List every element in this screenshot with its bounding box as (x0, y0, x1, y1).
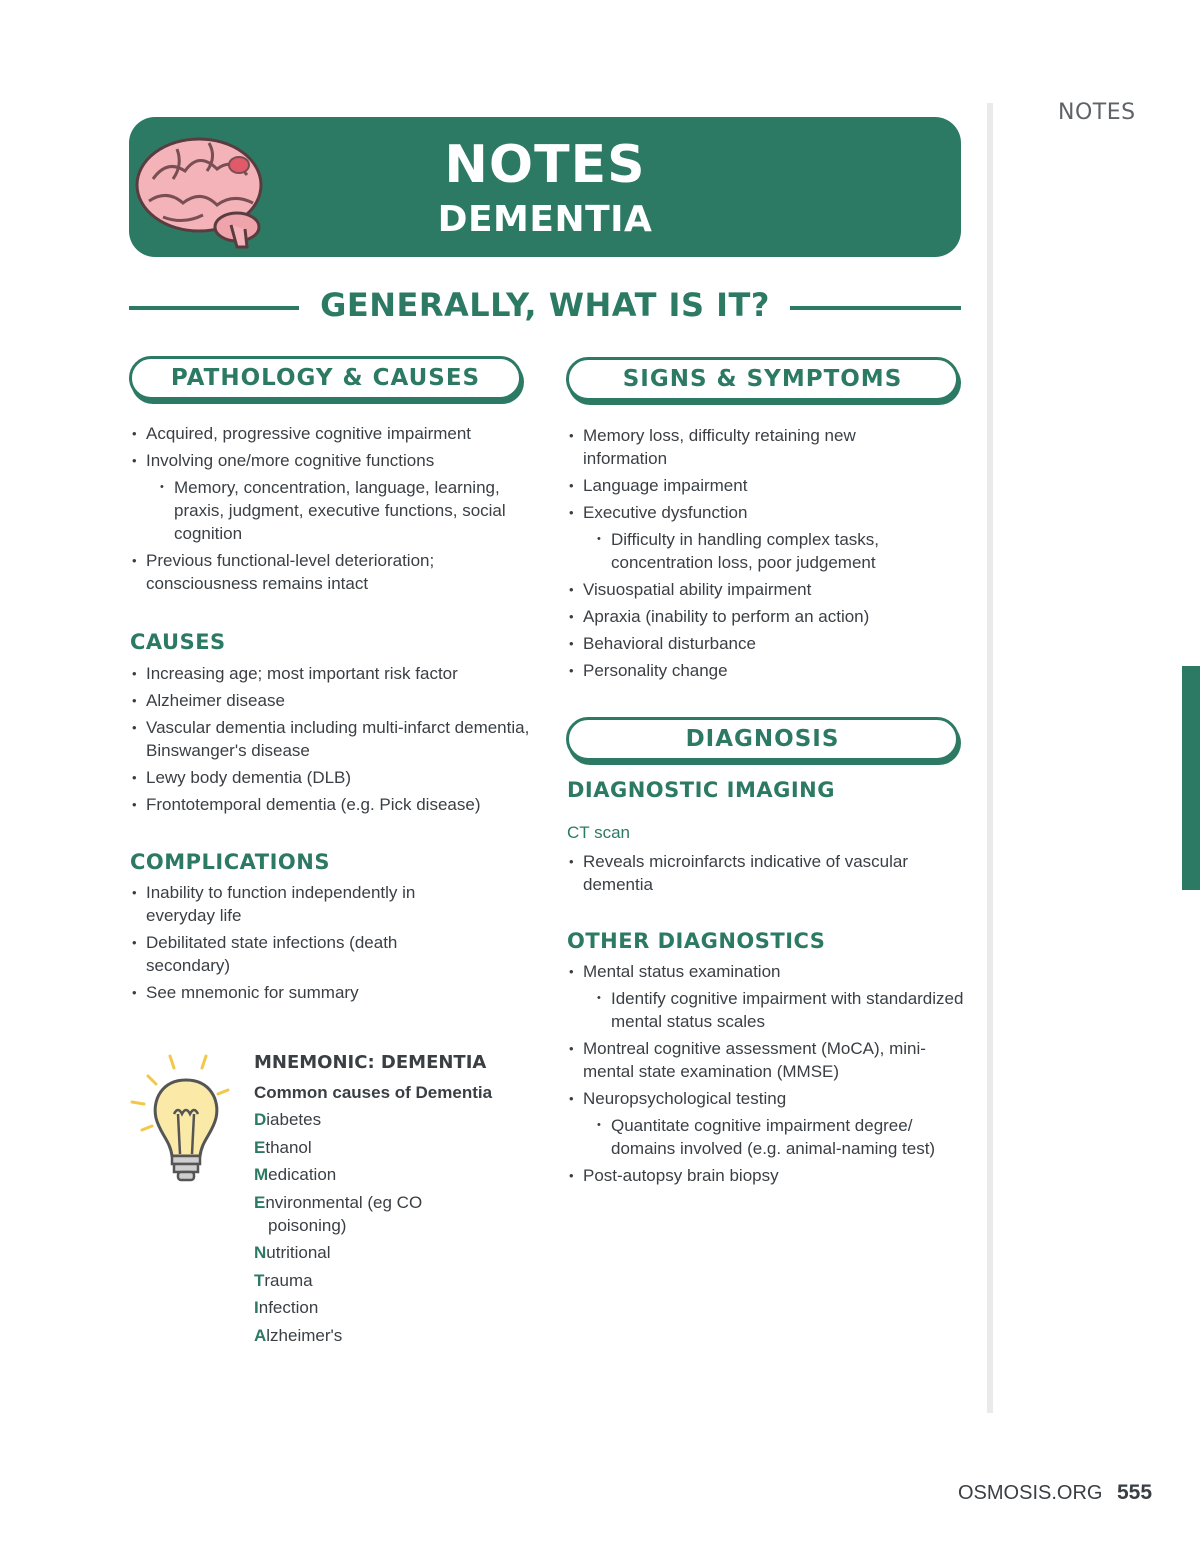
mnemonic-item (254, 1136, 422, 1159)
mnemonic-initial: M (254, 1165, 269, 1184)
list-subitem: • Quantitate cognitive impairment degree/ domains involved (e.g. animal-naming test) (567, 1114, 967, 1160)
mnemonic-text-cont: poisoning) (268, 1215, 347, 1235)
ct-scan-label: CT scan (567, 823, 630, 842)
mnemonic-text: iabetes (266, 1110, 322, 1129)
list-item: • See mnemonic for summary (130, 981, 470, 1004)
margin-divider (987, 103, 993, 1413)
signs-header: SIGNS & SYMPTOMS (566, 357, 959, 401)
list-item: • Inability to function independently in everyday life (130, 881, 470, 927)
list-item: • Acquired, progressive cognitive impairment (130, 422, 530, 445)
title-banner (129, 117, 961, 257)
mnemonic-item (254, 1269, 422, 1292)
mnemonic-text: nvironmental (eg CO (265, 1192, 423, 1212)
heading-rule-right (790, 306, 961, 310)
list-item: • Montreal cognitive assessment (MoCA), mini-mental state examination (MMSE) (567, 1037, 967, 1083)
banner-subtitle: DEMENTIA (437, 199, 653, 240)
margin-notes-label: NOTES (1058, 100, 1136, 125)
mnemonic-list (254, 1108, 422, 1351)
diagnosis-header: DIAGNOSIS (566, 717, 959, 761)
other-diagnostics-heading: OTHER DIAGNOSTICS (567, 929, 826, 953)
list-item: • Frontotemporal dementia (e.g. Pick disease) (130, 793, 530, 816)
list-item: • Neuropsychological testing (567, 1087, 967, 1110)
list-item: • Vascular dementia including multi-infarct dementia, Binswanger's disease (130, 716, 530, 762)
mnemonic-item (254, 1241, 422, 1264)
mnemonic-caption: Common causes of Dementia (254, 1083, 493, 1102)
section-heading: GENERALLY, WHAT IS IT? (320, 286, 770, 324)
mnemonic-initial: E (254, 1137, 266, 1157)
lightbulb-icon (128, 1050, 238, 1190)
list-item: • Involving one/more cognitive functions (130, 449, 530, 472)
list-item: • Increasing age; most important risk factor (130, 662, 530, 685)
mnemonic-text: nfection (258, 1298, 319, 1317)
list-item: • Visuospatial ability impairment (567, 578, 967, 601)
list-item: • Behavioral disturbance (567, 632, 967, 655)
heading-rule-left (129, 306, 299, 310)
mnemonic-text: edication (268, 1165, 337, 1184)
list-item: • Executive dysfunction (567, 501, 967, 524)
pathology-header: PATHOLOGY & CAUSES (129, 356, 522, 400)
signs-list (567, 424, 967, 686)
pathology-list (130, 422, 530, 599)
list-item: • Debilitated state infections (death secondary) (130, 931, 470, 977)
list-item: • Mental status examination (567, 960, 967, 983)
mnemonic-item (254, 1324, 422, 1347)
mnemonic-initial: D (254, 1110, 267, 1129)
mnemonic-initial: I (254, 1298, 259, 1317)
page-number: 555 (1117, 1481, 1153, 1504)
list-item: • Language impairment (567, 474, 967, 497)
list-item: • Lewy body dementia (DLB) (130, 766, 530, 789)
mnemonic-text: rauma (264, 1270, 313, 1290)
mnemonic-item (254, 1163, 422, 1186)
causes-heading: CAUSES (130, 630, 226, 654)
mnemonic-text: utritional (266, 1243, 331, 1262)
mnemonic-text: thanol (265, 1137, 312, 1157)
banner-title: NOTES (444, 135, 646, 195)
mnemonic-initial: T (254, 1270, 265, 1290)
mnemonic-title: MNEMONIC: DEMENTIA (254, 1052, 487, 1073)
complications-heading: COMPLICATIONS (130, 850, 330, 874)
list-item: • Apraxia (inability to perform an action) (567, 605, 967, 628)
mnemonic-initial: A (254, 1325, 267, 1345)
chapter-tab (1182, 666, 1200, 890)
list-item: • Alzheimer disease (130, 689, 530, 712)
mnemonic-initial: N (254, 1243, 267, 1262)
mnemonic-item (254, 1191, 422, 1237)
list-item: • Previous functional-level deterioration; consciousness remains intact (130, 549, 530, 595)
mnemonic-text: lzheimer's (266, 1325, 343, 1345)
list-item: • Post-autopsy brain biopsy (567, 1164, 967, 1187)
list-item: • Personality change (567, 659, 967, 682)
list-item: • Reveals microinfarcts indicative of vascular dementia (567, 850, 967, 896)
list-subitem: • Difficulty in handling complex tasks, concentration loss, poor judgement (567, 528, 967, 574)
other-diagnostics-list (567, 960, 967, 1191)
ct-list (567, 850, 967, 900)
list-subitem: • Identify cognitive impairment with standardized mental status scales (567, 987, 967, 1033)
mnemonic-item (254, 1108, 422, 1131)
mnemonic-item (254, 1296, 422, 1319)
complications-list (130, 881, 470, 1008)
causes-list (130, 662, 530, 820)
footer-site: OSMOSIS.ORG (958, 1482, 1103, 1504)
list-subitem: • Memory, concentration, language, learning, praxis, judgment, executive functions, social cognition (130, 476, 530, 545)
diagnostic-imaging-heading: DIAGNOSTIC IMAGING (567, 778, 835, 802)
list-item: • Memory loss, difficulty retaining new information (567, 424, 967, 470)
mnemonic-initial: E (254, 1192, 266, 1212)
